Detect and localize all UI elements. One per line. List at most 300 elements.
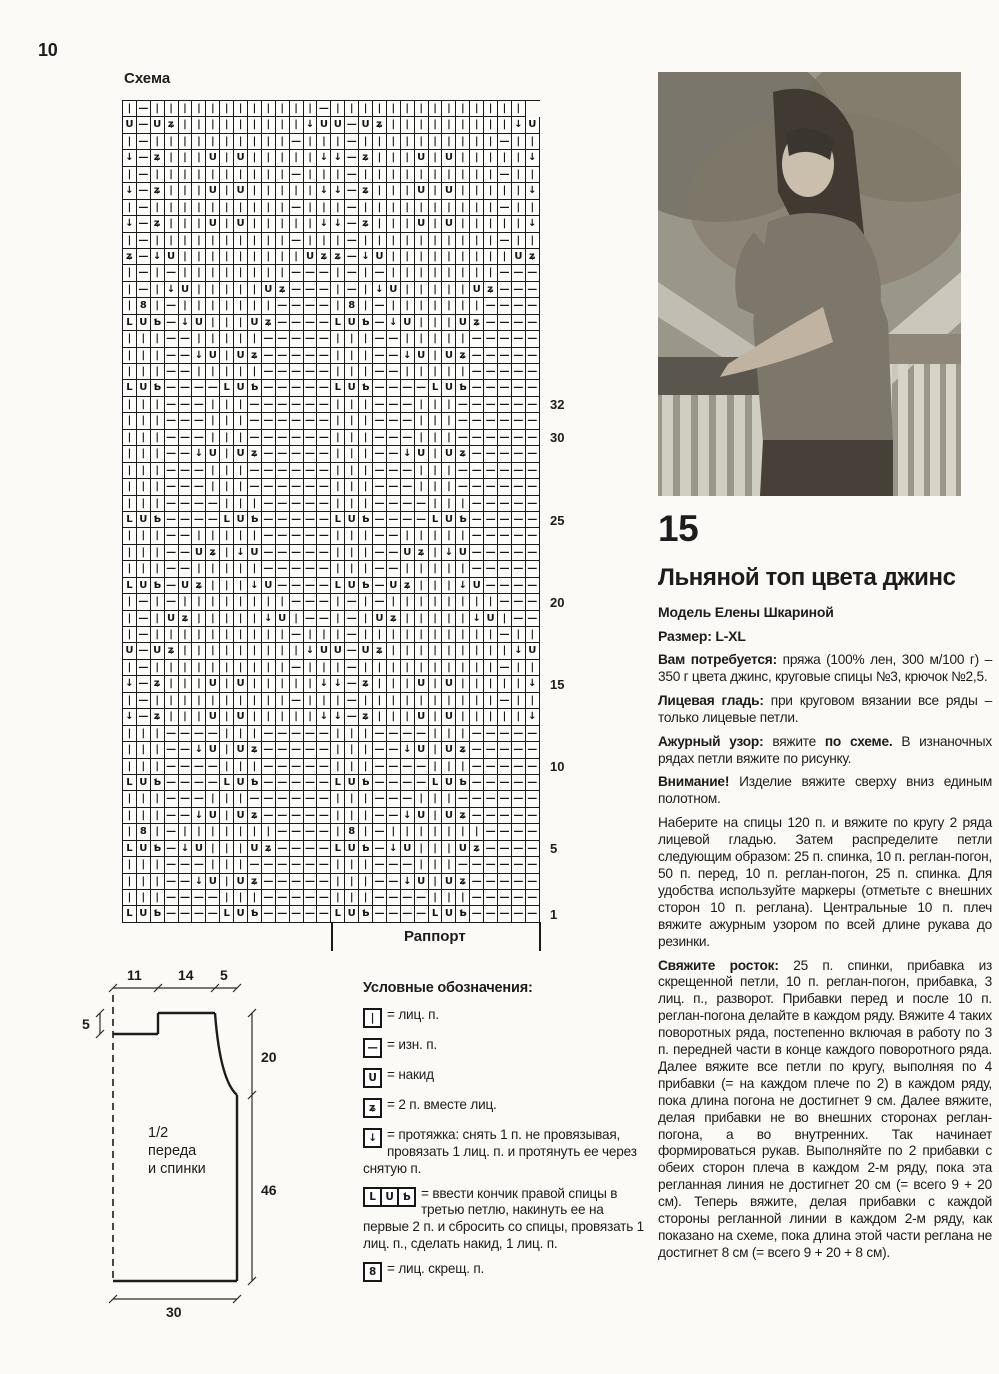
chart-cell: — xyxy=(512,742,526,758)
chart-cell: U xyxy=(317,643,331,659)
chart-cell: ↓ xyxy=(192,446,206,462)
chart-cell: | xyxy=(290,117,304,133)
chart-cell: — xyxy=(498,512,512,528)
chart-cell: — xyxy=(137,117,151,133)
chart-cell: | xyxy=(429,265,443,281)
chart-cell: | xyxy=(248,183,262,199)
chart-cell: | xyxy=(456,200,470,216)
chart-cell: ↓ xyxy=(331,676,345,692)
chart-cell: | xyxy=(151,528,165,544)
chart-cell: — xyxy=(484,545,498,561)
chart-cell: | xyxy=(151,463,165,479)
chart-cell: U xyxy=(442,808,456,824)
chart-cell: | xyxy=(442,397,456,413)
chart-cell: — xyxy=(290,726,304,742)
chart-cell: | xyxy=(345,742,359,758)
chart-cell: — xyxy=(498,594,512,610)
chart-cell: | xyxy=(429,430,443,446)
chart-cell: ʑ xyxy=(526,249,540,265)
chart-cell: — xyxy=(262,545,276,561)
chart-cell: — xyxy=(484,496,498,512)
chart-cell: | xyxy=(331,397,345,413)
chart-cell: | xyxy=(512,150,526,166)
chart-cell: | xyxy=(429,660,443,676)
chart-cell: | xyxy=(331,233,345,249)
chart-cell: — xyxy=(304,874,318,890)
chart-cell: U xyxy=(387,282,401,298)
chart-cell: L xyxy=(331,380,345,396)
chart-cell: | xyxy=(304,627,318,643)
chart-cell: | xyxy=(179,200,193,216)
chart-cell: — xyxy=(165,742,179,758)
chart-cell: | xyxy=(248,134,262,150)
chart-cell: | xyxy=(456,496,470,512)
chart-cell: | xyxy=(415,578,429,594)
chart-cell: ʑ xyxy=(387,611,401,627)
chart-cell: — xyxy=(498,463,512,479)
chart-cell: | xyxy=(484,627,498,643)
chart-cell: — xyxy=(165,824,179,840)
chart-cell: | xyxy=(151,134,165,150)
chart-cell: | xyxy=(234,496,248,512)
chart-cell: — xyxy=(373,726,387,742)
chart-cell: — xyxy=(137,233,151,249)
chart-cell: | xyxy=(456,824,470,840)
chart-cell: | xyxy=(359,808,373,824)
chart-cell: | xyxy=(401,561,415,577)
chart-cell: — xyxy=(484,890,498,906)
chart-cell: — xyxy=(345,265,359,281)
model-photo-art xyxy=(658,72,961,496)
chart-cell: | xyxy=(123,561,137,577)
chart-cell: | xyxy=(429,643,443,659)
chart-cell: ↓ xyxy=(387,315,401,331)
chart-cell: — xyxy=(206,496,220,512)
chart-cell: | xyxy=(331,413,345,429)
chart-cell: — xyxy=(512,890,526,906)
chart-cell: — xyxy=(373,397,387,413)
chart-cell: ʑ xyxy=(206,545,220,561)
chart-cell: U xyxy=(206,348,220,364)
chart-cell: — xyxy=(387,397,401,413)
chart-cell: — xyxy=(192,791,206,807)
chart-cell: ʑ xyxy=(456,808,470,824)
article xyxy=(658,508,992,1269)
chart-cell: U xyxy=(387,578,401,594)
chart-cell: | xyxy=(206,167,220,183)
chart-cell: | xyxy=(512,676,526,692)
legend-item-text: = лиц. п. xyxy=(387,1006,439,1022)
legend-items xyxy=(363,1007,650,1283)
chart-cell: ʑ xyxy=(276,282,290,298)
chart-cell: | xyxy=(345,479,359,495)
chart-cell: U xyxy=(415,348,429,364)
chart-cell: | xyxy=(442,101,456,117)
chart-cell: | xyxy=(137,413,151,429)
chart-cell: — xyxy=(456,791,470,807)
chart-cell: | xyxy=(192,364,206,380)
chart-cell: | xyxy=(359,134,373,150)
chart-cell: | xyxy=(304,134,318,150)
chart-cell: | xyxy=(123,200,137,216)
chart-cell: | xyxy=(484,676,498,692)
chart-cell: | xyxy=(206,627,220,643)
chart-cell: — xyxy=(165,397,179,413)
chart-cell: — xyxy=(373,808,387,824)
chart-cell: — xyxy=(526,791,540,807)
chart-cell: | xyxy=(248,824,262,840)
chart-cell: | xyxy=(206,430,220,446)
chart-cell: L xyxy=(123,380,137,396)
chart-cell: — xyxy=(165,857,179,873)
chart-cell: | xyxy=(429,890,443,906)
chart-cell: | xyxy=(220,857,234,873)
chart-cell: — xyxy=(317,528,331,544)
chart-cell: | xyxy=(359,101,373,117)
chart-cell: — xyxy=(165,841,179,857)
chart-cell: | xyxy=(470,594,484,610)
chart-cell: | xyxy=(290,150,304,166)
chart-cell: — xyxy=(470,348,484,364)
chart-cell: | xyxy=(401,200,415,216)
chart-cell: L xyxy=(331,578,345,594)
chart-cell: — xyxy=(470,479,484,495)
chart-cell: | xyxy=(373,150,387,166)
chart-cell: | xyxy=(429,463,443,479)
chart-cell: — xyxy=(512,611,526,627)
chart-cell: | xyxy=(151,496,165,512)
chart-cell: — xyxy=(304,282,318,298)
chart-cell: U xyxy=(401,841,415,857)
chart-cell: | xyxy=(373,167,387,183)
chart-cell: | xyxy=(456,611,470,627)
chart-cell: | xyxy=(276,265,290,281)
chart-cell: | xyxy=(373,660,387,676)
chart-cell: U xyxy=(234,874,248,890)
chart-cell: | xyxy=(526,134,540,150)
chart-cell: — xyxy=(470,528,484,544)
chart-cell: | xyxy=(415,233,429,249)
chart-cell: | xyxy=(415,693,429,709)
chart-cell: — xyxy=(262,397,276,413)
chart-cell: | xyxy=(429,693,443,709)
chart-cell: — xyxy=(179,874,193,890)
chart-cell: — xyxy=(165,446,179,462)
chart-cell: — xyxy=(484,742,498,758)
chart-cell: U xyxy=(206,742,220,758)
chart-cell: — xyxy=(304,315,318,331)
chart-cell: | xyxy=(484,134,498,150)
chart-cell: — xyxy=(512,545,526,561)
chart-cell: Ƅ xyxy=(248,512,262,528)
chart-cell: | xyxy=(345,874,359,890)
chart-cell: — xyxy=(526,496,540,512)
chart-cell: ʑ xyxy=(359,150,373,166)
chart-cell: — xyxy=(290,808,304,824)
chart-cell: | xyxy=(290,709,304,725)
symbol-box: — xyxy=(363,1038,382,1058)
chart-cell: | xyxy=(359,660,373,676)
chart-cell: — xyxy=(206,775,220,791)
chart-cell: | xyxy=(151,857,165,873)
chart-cell: | xyxy=(456,282,470,298)
chart-cell: U xyxy=(234,446,248,462)
chart-cell: | xyxy=(276,233,290,249)
chart-cell: — xyxy=(373,841,387,857)
chart-cell: U xyxy=(401,545,415,561)
chart-cell: ↓ xyxy=(123,709,137,725)
chart-cell: | xyxy=(359,874,373,890)
chart-cell: | xyxy=(442,611,456,627)
chart-cell: — xyxy=(470,561,484,577)
chart-cell: — xyxy=(179,791,193,807)
chart-cell: | xyxy=(248,167,262,183)
chart-cell: | xyxy=(429,200,443,216)
chart-cell: — xyxy=(276,413,290,429)
chart-cell: | xyxy=(512,134,526,150)
chart-cell: — xyxy=(373,775,387,791)
chart-cell: — xyxy=(373,380,387,396)
chart-cell: | xyxy=(331,759,345,775)
chart-cell: U xyxy=(359,643,373,659)
chart-cell: — xyxy=(526,742,540,758)
chart-cell: — xyxy=(304,906,318,922)
chart-cell: | xyxy=(373,134,387,150)
chart-cell: U xyxy=(415,709,429,725)
chart-cell: — xyxy=(498,857,512,873)
chart-cell: — xyxy=(317,611,331,627)
chart-cell: | xyxy=(248,561,262,577)
chart-cell: U xyxy=(442,874,456,890)
legend-title: Условные обозначения: xyxy=(363,980,533,996)
chart-cell: | xyxy=(498,117,512,133)
chart-cell: — xyxy=(512,759,526,775)
chart-cell: | xyxy=(470,150,484,166)
chart-cell: | xyxy=(137,857,151,873)
chart-cell: | xyxy=(429,183,443,199)
chart-cell: | xyxy=(151,594,165,610)
chart-cell: | xyxy=(262,709,276,725)
chart-cell: — xyxy=(304,808,318,824)
chart-cell: | xyxy=(442,463,456,479)
chart-cell: U xyxy=(123,117,137,133)
chart-cell: | xyxy=(137,545,151,561)
chart-cell: | xyxy=(415,413,429,429)
chart-cell: ʑ xyxy=(248,348,262,364)
legend-item xyxy=(363,1007,650,1029)
chart-cell: ↓ xyxy=(192,348,206,364)
chart-cell: — xyxy=(165,315,179,331)
chart-cell: | xyxy=(304,183,318,199)
chart-cell: — xyxy=(179,496,193,512)
chart-cell: — xyxy=(484,726,498,742)
chart-cell: — xyxy=(526,512,540,528)
chart-cell: | xyxy=(401,643,415,659)
chart-cell: — xyxy=(512,496,526,512)
chart-cell: | xyxy=(206,249,220,265)
chart-cell: | xyxy=(429,348,443,364)
chart-cell: — xyxy=(192,890,206,906)
chart-cell: | xyxy=(165,660,179,676)
chart-cell: | xyxy=(234,331,248,347)
chart-cell: | xyxy=(192,265,206,281)
chart-cell: | xyxy=(206,479,220,495)
chart-cell: | xyxy=(276,594,290,610)
chart-cell: | xyxy=(442,857,456,873)
chart-cell: | xyxy=(387,200,401,216)
chart-cell: | xyxy=(429,857,443,873)
chart-row-number: 20 xyxy=(550,594,565,610)
chart-cell: — xyxy=(137,101,151,117)
chart-cell: | xyxy=(470,233,484,249)
chart-cell: | xyxy=(262,594,276,610)
chart-cell: — xyxy=(276,775,290,791)
chart-cell: | xyxy=(206,364,220,380)
chart-cell: — xyxy=(290,545,304,561)
chart-cell: | xyxy=(179,643,193,659)
chart-cell: ↓ xyxy=(123,216,137,232)
chart-cell: U xyxy=(373,249,387,265)
chart-cell: | xyxy=(442,282,456,298)
chart-cell: | xyxy=(220,446,234,462)
chart-cell: — xyxy=(304,857,318,873)
chart-cell: | xyxy=(304,233,318,249)
chart-cell: | xyxy=(165,693,179,709)
chart-cell: | xyxy=(206,611,220,627)
chart-cell: | xyxy=(359,742,373,758)
chart-cell: | xyxy=(234,430,248,446)
chart-cell: | xyxy=(331,331,345,347)
chart-cell: — xyxy=(179,775,193,791)
chart-cell: — xyxy=(179,380,193,396)
chart-cell: — xyxy=(512,282,526,298)
chart-cell: | xyxy=(179,709,193,725)
chart-cell: | xyxy=(206,101,220,117)
chart-cell: | xyxy=(415,430,429,446)
chart-cell: | xyxy=(192,693,206,709)
chart-cell: | xyxy=(359,627,373,643)
chart-cell: ʑ xyxy=(165,117,179,133)
chart-cell: — xyxy=(512,463,526,479)
symbol-box: L xyxy=(363,1187,382,1207)
legend-item-text: = ввести кончик правой спицы в третью петлю, накинуть ее на первые 2 п. и сбросить со спицы, провязать 1 лиц. п., сделать накид, 1 лиц. п. xyxy=(363,1185,645,1252)
chart-cell: U xyxy=(234,380,248,396)
chart-cell: — xyxy=(317,397,331,413)
chart-cell: | xyxy=(387,249,401,265)
chart-cell: ʑ xyxy=(151,150,165,166)
chart-cell: — xyxy=(317,282,331,298)
chart-cell: ↓ xyxy=(317,216,331,232)
chart-cell: — xyxy=(373,446,387,462)
chart-cell: — xyxy=(526,906,540,922)
chart-cell: ʑ xyxy=(179,611,193,627)
chart-cell: | xyxy=(290,643,304,659)
chart-cell: | xyxy=(331,627,345,643)
chart-cell: — xyxy=(484,463,498,479)
chart-cell: — xyxy=(512,479,526,495)
chart-cell: | xyxy=(206,791,220,807)
chart-cell: ↓ xyxy=(151,249,165,265)
chart-cell: | xyxy=(151,348,165,364)
chart-cell: | xyxy=(498,183,512,199)
chart-cell: — xyxy=(498,331,512,347)
chart-cell: — xyxy=(165,759,179,775)
chart-cell: — xyxy=(290,479,304,495)
chart-cell: — xyxy=(317,463,331,479)
chart-cell: — xyxy=(304,397,318,413)
chart-cell: | xyxy=(331,446,345,462)
chart-cell: | xyxy=(359,463,373,479)
chart-cell: — xyxy=(262,808,276,824)
chart-row-numbers xyxy=(550,100,580,925)
chart-cell: — xyxy=(137,643,151,659)
chart-cell: | xyxy=(192,709,206,725)
chart-cell: | xyxy=(151,265,165,281)
chart-cell: | xyxy=(248,496,262,512)
chart-cell: ↓ xyxy=(359,249,373,265)
chart-cell: | xyxy=(123,742,137,758)
chart-cell: — xyxy=(401,906,415,922)
chart-cell: — xyxy=(484,824,498,840)
chart-cell: — xyxy=(290,331,304,347)
chart-cell: | xyxy=(192,150,206,166)
paragraph-lead: Лицевая гладь: xyxy=(658,692,771,708)
chart-cell: — xyxy=(470,726,484,742)
chart-cell: | xyxy=(123,282,137,298)
chart-cell: | xyxy=(192,643,206,659)
chart-cell: | xyxy=(248,216,262,232)
chart-cell: — xyxy=(526,611,540,627)
chart-cell: — xyxy=(373,578,387,594)
chart-cell: | xyxy=(137,726,151,742)
chart-cell: | xyxy=(387,216,401,232)
chart-cell: | xyxy=(137,364,151,380)
chart-cell: — xyxy=(165,496,179,512)
chart-cell: — xyxy=(387,512,401,528)
chart-cell: — xyxy=(137,627,151,643)
chart-cell: | xyxy=(415,298,429,314)
chart-cell: — xyxy=(179,397,193,413)
chart-cell: — xyxy=(192,496,206,512)
chart-cell: U xyxy=(192,841,206,857)
chart-cell: | xyxy=(429,101,443,117)
chart-cell: | xyxy=(248,627,262,643)
chart-cell: | xyxy=(123,874,137,890)
chart-cell: — xyxy=(317,594,331,610)
chart-cell: | xyxy=(456,693,470,709)
chart-cell: — xyxy=(498,742,512,758)
chart-cell: | xyxy=(123,496,137,512)
chart-cell: | xyxy=(470,249,484,265)
chart-cell: | xyxy=(206,857,220,873)
chart-cell: | xyxy=(206,117,220,133)
chart-cell: | xyxy=(429,528,443,544)
chart-cell: | xyxy=(123,528,137,544)
chart-cell: — xyxy=(276,791,290,807)
chart-cell: — xyxy=(248,479,262,495)
chart-cell: | xyxy=(456,660,470,676)
chart-cell: | xyxy=(248,150,262,166)
chart-cell: | xyxy=(456,265,470,281)
chart-cell: | xyxy=(262,150,276,166)
chart-cell: — xyxy=(470,742,484,758)
chart-cell: | xyxy=(415,611,429,627)
chart-cell: L xyxy=(220,380,234,396)
chart-cell: — xyxy=(512,791,526,807)
chart-cell: — xyxy=(415,496,429,512)
chart-cell: — xyxy=(498,791,512,807)
chart-cell: — xyxy=(304,463,318,479)
